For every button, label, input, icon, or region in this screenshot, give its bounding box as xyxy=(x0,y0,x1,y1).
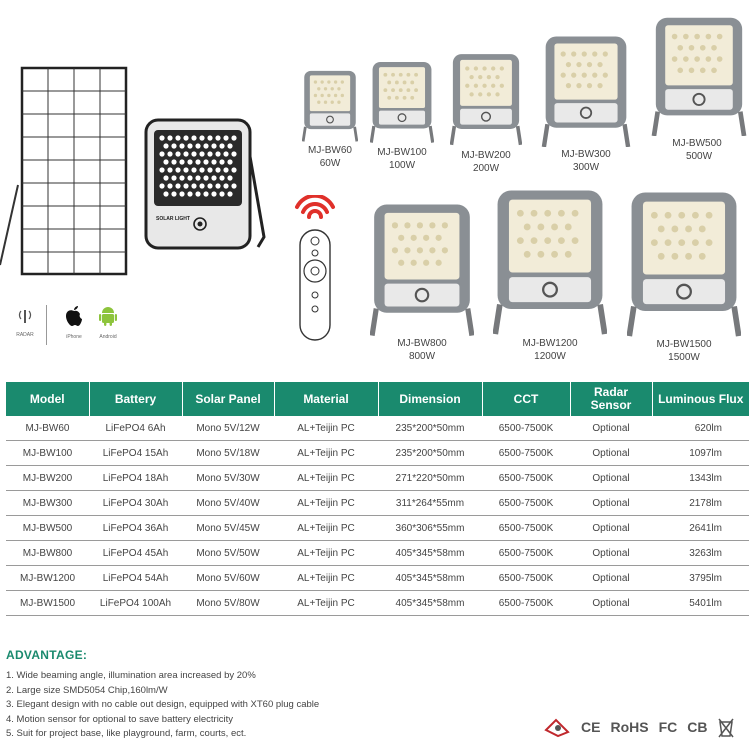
table-cell: 6500-7500K xyxy=(482,466,570,491)
product-watt: 1200W xyxy=(534,351,566,362)
feature-icons xyxy=(8,305,125,345)
table-cell: MJ-BW800 xyxy=(6,541,89,566)
table-cell: AL+Teijin PC xyxy=(274,541,378,566)
table-cell: Mono 5V/60W xyxy=(182,566,274,591)
table-cell: Mono 5V/45W xyxy=(182,516,274,541)
header-solar-panel: Solar Panel xyxy=(182,382,274,416)
advantage-list xyxy=(6,669,319,742)
table-cell: MJ-BW1500 xyxy=(6,591,89,616)
table-cell: Optional xyxy=(570,441,652,466)
table-row xyxy=(6,566,749,591)
table-cell: LiFePO4 18Ah xyxy=(89,466,182,491)
table-cell: MJ-BW1200 xyxy=(6,566,89,591)
weee-bin-icon xyxy=(717,716,735,738)
iphone-label: iPhone xyxy=(66,334,82,340)
spec-table xyxy=(6,382,749,616)
advantage-title: ADVANTAGE: xyxy=(6,648,88,662)
table-cell: 6500-7500K xyxy=(482,441,570,466)
table-cell: LiFePO4 45Ah xyxy=(89,541,182,566)
cb-mark: CB xyxy=(687,719,708,735)
header-material: Material xyxy=(274,382,378,416)
table-cell: Mono 5V/18W xyxy=(182,441,274,466)
table-cell: 3795lm xyxy=(652,566,749,591)
table-cell: Optional xyxy=(570,466,652,491)
product-model: MJ-BW1200 xyxy=(522,338,578,349)
product-watt: 300W xyxy=(572,162,600,173)
product-MJ-BW200 xyxy=(450,48,522,174)
product-MJ-BW1500 xyxy=(627,187,741,363)
table-cell: Mono 5V/80W xyxy=(182,591,274,616)
table-cell: Optional xyxy=(570,566,652,591)
table-cell: Optional xyxy=(570,591,652,616)
table-row xyxy=(6,466,749,491)
header-luminous-flux: Luminous Flux xyxy=(652,382,749,416)
table-row xyxy=(6,516,749,541)
android-feature xyxy=(91,305,125,340)
header-radar-sensor: Radar Sensor xyxy=(570,382,652,416)
table-cell: 6500-7500K xyxy=(482,516,570,541)
certification-logos xyxy=(543,716,735,738)
advantage-item: 4. Motion sensor for optional to save battery electricity xyxy=(6,713,234,725)
table-cell: Mono 5V/40W xyxy=(182,491,274,516)
table-cell: 6500-7500K xyxy=(482,566,570,591)
table-header-row xyxy=(6,382,749,416)
table-row xyxy=(6,416,749,441)
product-MJ-BW100 xyxy=(370,57,434,171)
table-cell: MJ-BW200 xyxy=(6,466,89,491)
table-cell: 405*345*58mm xyxy=(378,541,482,566)
table-row xyxy=(6,491,749,516)
iphone-feature xyxy=(57,305,91,340)
ul-cert-icon xyxy=(543,716,571,738)
product-MJ-BW1200 xyxy=(493,184,607,362)
rohs-mark: RoHS xyxy=(610,719,649,735)
table-cell: 360*306*55mm xyxy=(378,516,482,541)
table-cell: 2178lm xyxy=(652,491,749,516)
table-cell: 235*200*50mm xyxy=(378,441,482,466)
android-icon xyxy=(98,305,118,327)
floodlight-image xyxy=(302,67,358,143)
table-cell: AL+Teijin PC xyxy=(274,466,378,491)
table-cell: AL+Teijin PC xyxy=(274,441,378,466)
product-model: MJ-BW300 xyxy=(561,149,611,160)
table-cell: 6500-7500K xyxy=(482,416,570,441)
product-model: MJ-BW800 xyxy=(397,338,447,349)
icon-divider xyxy=(46,305,47,345)
radar-sensor-icon xyxy=(15,305,35,325)
product-watt: 200W xyxy=(472,163,500,174)
product-model: MJ-BW60 xyxy=(308,145,352,156)
apple-icon xyxy=(64,305,84,327)
floodlight-image xyxy=(627,187,741,337)
table-cell: Optional xyxy=(570,416,652,441)
product-model: MJ-BW1500 xyxy=(656,339,712,350)
table-cell: 1343lm xyxy=(652,466,749,491)
fcc-mark: FC xyxy=(658,719,678,735)
advantage-item: 5. Suit for project base, like playground, farm, courts, ect. xyxy=(6,728,247,740)
table-cell: LiFePO4 6Ah xyxy=(89,416,182,441)
table-cell: Optional xyxy=(570,516,652,541)
solar-panel-image xyxy=(0,65,130,280)
product-watt: 500W xyxy=(685,151,713,162)
product-MJ-BW300 xyxy=(540,33,632,173)
table-cell: AL+Teijin PC xyxy=(274,491,378,516)
table-cell: 3263lm xyxy=(652,541,749,566)
product-model: MJ-BW500 xyxy=(672,138,722,149)
table-cell: 311*264*55mm xyxy=(378,491,482,516)
header-model: Model xyxy=(6,382,89,416)
product-model: MJ-BW200 xyxy=(461,150,511,161)
table-cell: MJ-BW60 xyxy=(6,416,89,441)
ce-mark: CE xyxy=(581,719,601,735)
table-cell: AL+Teijin PC xyxy=(274,591,378,616)
floodlight-image xyxy=(493,184,607,336)
table-body xyxy=(6,416,749,616)
header-dimension: Dimension xyxy=(378,382,482,416)
table-cell: 405*345*58mm xyxy=(378,591,482,616)
product-watt: 800W xyxy=(408,351,436,362)
floodlight-image xyxy=(370,200,474,336)
table-cell: Mono 5V/50W xyxy=(182,541,274,566)
table-cell: LiFePO4 15Ah xyxy=(89,441,182,466)
table-cell: LiFePO4 100Ah xyxy=(89,591,182,616)
table-cell: 235*200*50mm xyxy=(378,416,482,441)
table-cell: 5401lm xyxy=(652,591,749,616)
remote-control-image xyxy=(292,195,338,343)
table-cell: MJ-BW300 xyxy=(6,491,89,516)
floodlight-line-drawing xyxy=(140,112,268,252)
table-cell: Optional xyxy=(570,541,652,566)
advantage-item: 1. Wide beaming angle, illumination area increased by 20% xyxy=(6,670,256,681)
table-cell: LiFePO4 54Ah xyxy=(89,566,182,591)
product-MJ-BW500 xyxy=(648,14,749,162)
table-cell: LiFePO4 30Ah xyxy=(89,491,182,516)
product-watt: 100W xyxy=(388,160,416,171)
table-cell: 2641lm xyxy=(652,516,749,541)
product-model: MJ-BW100 xyxy=(377,147,427,158)
table-cell: 620lm xyxy=(652,416,749,441)
table-cell: LiFePO4 36Ah xyxy=(89,516,182,541)
floodlight-image xyxy=(370,57,434,145)
advantage-item: 3. Elegant design with no cable out design, equipped with XT60 plug cable xyxy=(6,699,320,711)
advantage-item: 2. Large size SMD5054 Chip,160lm/W xyxy=(6,684,168,696)
table-row xyxy=(6,441,749,466)
table-cell: AL+Teijin PC xyxy=(274,516,378,541)
table-cell: 271*220*50mm xyxy=(378,466,482,491)
table-cell: 6500-7500K xyxy=(482,491,570,516)
floodlight-image xyxy=(540,33,632,147)
big-light-brand-text: SOLAR LIGHT xyxy=(156,216,190,222)
table-cell: 6500-7500K xyxy=(482,591,570,616)
header-cct: CCT xyxy=(482,382,570,416)
table-row xyxy=(6,591,749,616)
product-MJ-BW800 xyxy=(370,200,474,362)
table-cell: 6500-7500K xyxy=(482,541,570,566)
table-cell: Mono 5V/30W xyxy=(182,466,274,491)
header-battery: Battery xyxy=(89,382,182,416)
table-row xyxy=(6,541,749,566)
table-cell: 1097lm xyxy=(652,441,749,466)
table-cell: MJ-BW500 xyxy=(6,516,89,541)
radar-label: RADAR xyxy=(16,332,34,338)
radar-feature xyxy=(8,305,42,338)
android-label: Android xyxy=(99,334,117,340)
table-cell: Optional xyxy=(570,491,652,516)
table-cell: Mono 5V/12W xyxy=(182,416,274,441)
product-MJ-BW60 xyxy=(302,67,358,169)
product-watt: 60W xyxy=(319,158,341,169)
table-cell: AL+Teijin PC xyxy=(274,566,378,591)
table-cell: 405*345*58mm xyxy=(378,566,482,591)
signal-icon xyxy=(297,196,333,217)
table-cell: AL+Teijin PC xyxy=(274,416,378,441)
table-cell: MJ-BW100 xyxy=(6,441,89,466)
floodlight-image xyxy=(450,48,522,148)
product-watt: 1500W xyxy=(668,352,700,363)
floodlight-image xyxy=(648,14,749,136)
